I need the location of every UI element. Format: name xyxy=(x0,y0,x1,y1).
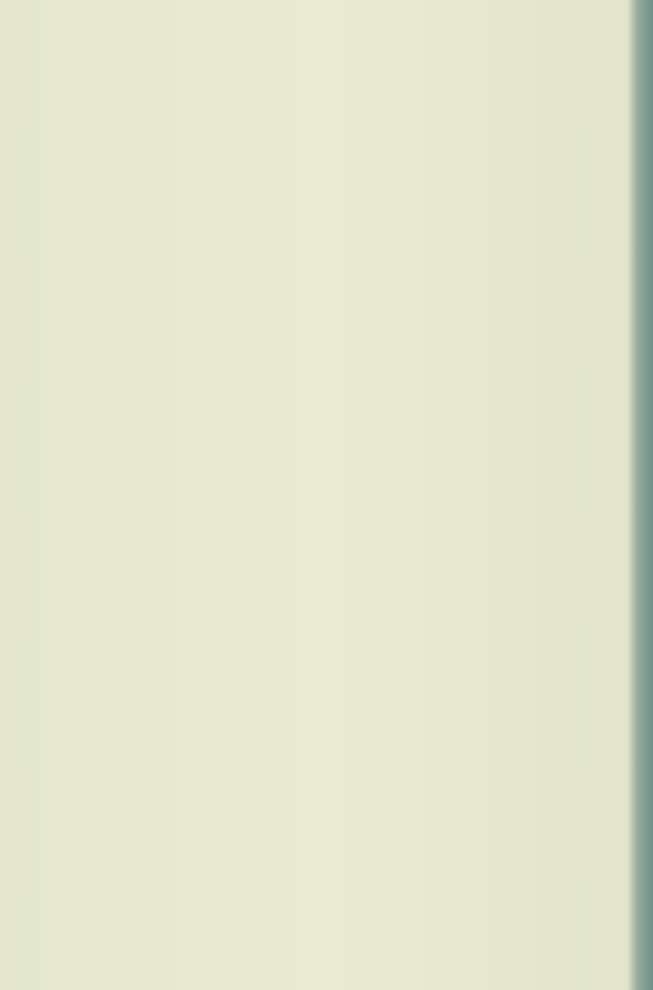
page-header xyxy=(58,73,606,89)
bibliography-content xyxy=(60,103,587,123)
page-edge-shadow xyxy=(627,0,653,990)
